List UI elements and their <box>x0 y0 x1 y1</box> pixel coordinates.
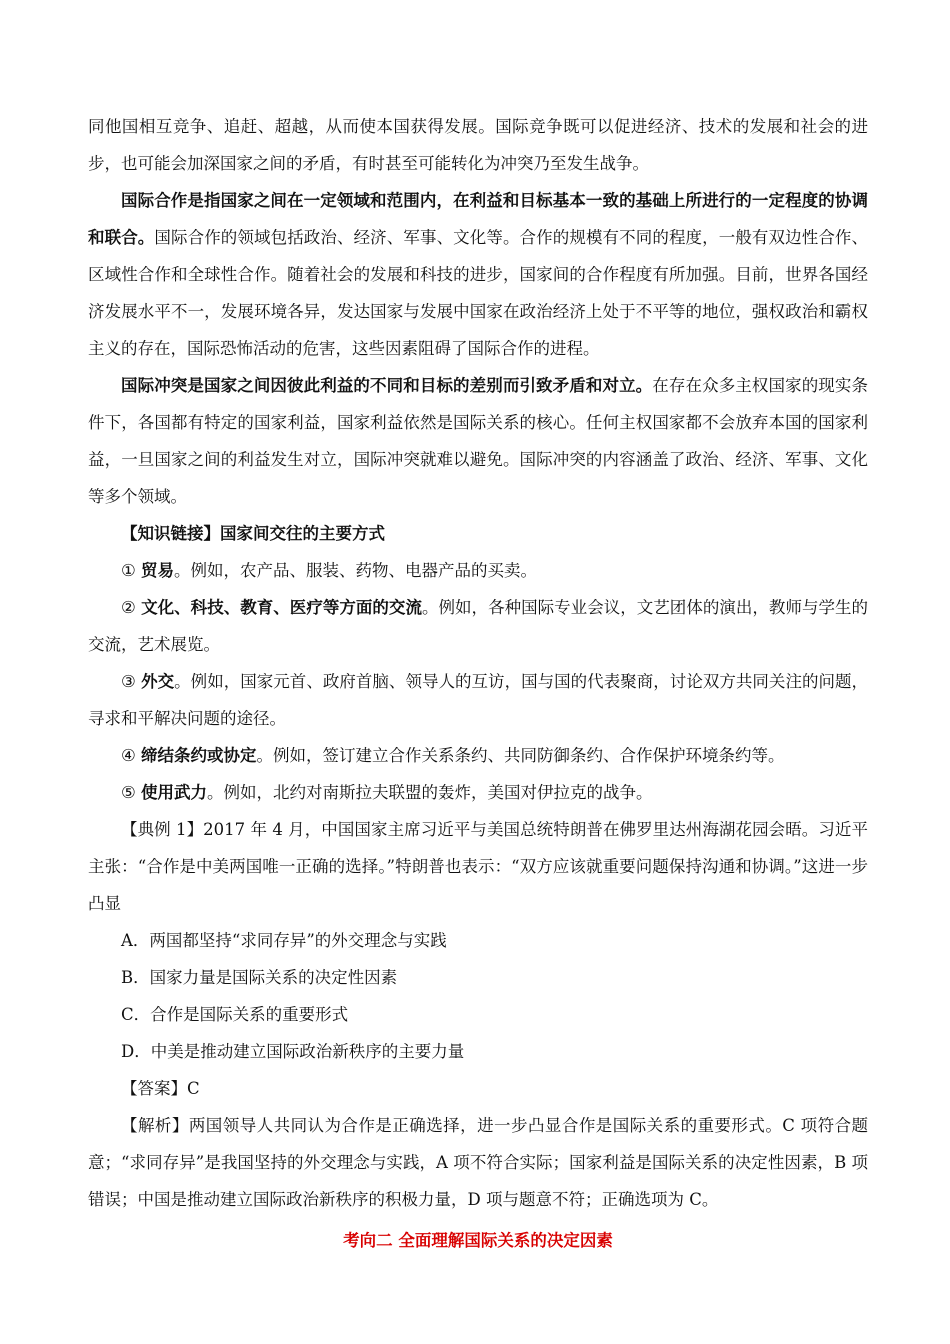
item-keyword: 外交 <box>141 672 175 691</box>
section-heading: 考向二 全面理解国际关系的决定因素 <box>343 1231 613 1250</box>
example-label: 【典例 1】 <box>121 820 204 839</box>
paragraph-competition: 同他国相互竞争、追赶、超越，从而使本国获得发展。国际竞争既可以促进经济、技术的发展和社会的进步，也可能会加深国家之间的矛盾，有时甚至可能转化为冲突乃至发生战争。 <box>88 117 868 173</box>
item-number: ③ <box>121 672 136 691</box>
answer <box>88 1070 868 1107</box>
item-text: 。例如，农产品、服装、药物、电器产品的买卖。 <box>174 561 538 580</box>
item-text: 。例如，国家元首、政府首脑、领导人的互访，国与国的代表聚商，讨论双方共同关注的问题，寻求和平解决问题的途径。 <box>88 672 869 728</box>
knowledge-item <box>88 737 868 774</box>
item-keyword: 贸易 <box>141 561 175 580</box>
analysis-text: 两国领导人共同认为合作是正确选择，进一步凸显合作是国际关系的重要形式。C 项符合题意；“求同存异”是我国坚持的外交理念与实践，A 项不符合实际；国家利益是国际关系的决定性因素，B 项错误；中国是推动建立国际政治新秩序的积极力量，D 项与题意不符；正确选项为 C。 <box>88 1116 868 1209</box>
example-question: 2017 年 4 月，中国国家主席习近平与美国总统特朗普在佛罗里达州海湖花园会晤。习近平主张：“合作是中美两国唯一正确的选择。”特朗普也表示：“双方应该就重要问题保持沟通和协调。”这进一步凸显 <box>88 820 868 913</box>
conflict-detail: 在存在众多主权国家的现实条件下，各国都有特定的国家利益，国家利益依然是国际关系的核心。任何主权国家都不会放弃本国的国家利益，一旦国家之间的利益发生对立，国际冲突就难以避免。国际冲突的内容涵盖了政治、经济、军事、文化等多个领域。 <box>88 376 869 506</box>
item-keyword: 缔结条约或协定 <box>141 746 257 765</box>
item-number: ② <box>121 598 136 617</box>
item-number: ① <box>121 561 136 580</box>
item-number: ④ <box>121 746 136 765</box>
option-b: B．国家力量是国际关系的决定性因素 <box>121 968 398 987</box>
cooperation-detail: 国际合作的领域包括政治、经济、军事、文化等。合作的规模有不同的程度，一般有双边性合作、区域性合作和全球性合作。随着社会的发展和科技的进步，国家间的合作程度有所加强。目前，世界各国经济发展水平不一，发展环境各异，发达国家与发展中国家在政治经济上处于不平等的地位，强权政治和霸权主义的存在，国际恐怖活动的危害，这些因素阻碍了国际合作的进程。 <box>88 228 869 358</box>
item-text: 。例如，各种国际专业会议，文艺团体的演出，教师与学生的交流，艺术展览。 <box>88 598 869 654</box>
document-body <box>88 108 868 1259</box>
paragraph-cooperation <box>88 182 868 367</box>
answer-label: 【答案】 <box>121 1079 187 1098</box>
conflict-definition: 国际冲突是国家之间因彼此利益的不同和目标的差别而引致矛盾和对立。 <box>121 376 653 395</box>
knowledge-link-title: 【知识链接】国家间交往的主要方式 <box>121 524 385 543</box>
example-stem <box>88 811 868 922</box>
analysis-label: 【解析】 <box>121 1116 189 1135</box>
option-d: D．中美是推动建立国际政治新秩序的主要力量 <box>121 1042 465 1061</box>
analysis <box>88 1107 868 1218</box>
answer-value: C <box>187 1079 200 1098</box>
item-keyword: 使用武力 <box>141 783 208 802</box>
item-keyword: 文化、科技、教育、医疗等方面的交流 <box>141 598 422 617</box>
cooperation-definition: 国际合作是指国家之间在一定领域和范围内，在利益和目标基本一致的基础上所进行的一定程度的协调和联合。 <box>88 191 868 247</box>
paragraph-conflict <box>88 367 868 515</box>
item-text: 。例如，签订建立合作关系条约、共同防御条约、合作保护环境条约等。 <box>256 746 785 765</box>
option-c: C．合作是国际关系的重要形式 <box>121 1005 349 1024</box>
knowledge-item <box>88 774 868 811</box>
option-a: A．两国都坚持“求同存异”的外交理念与实践 <box>121 931 447 950</box>
knowledge-item <box>88 589 868 663</box>
item-number: ⑤ <box>121 783 136 802</box>
knowledge-item <box>88 552 868 589</box>
knowledge-item <box>88 663 868 737</box>
item-text: 。例如，北约对南斯拉夫联盟的轰炸，美国对伊拉克的战争。 <box>207 783 653 802</box>
